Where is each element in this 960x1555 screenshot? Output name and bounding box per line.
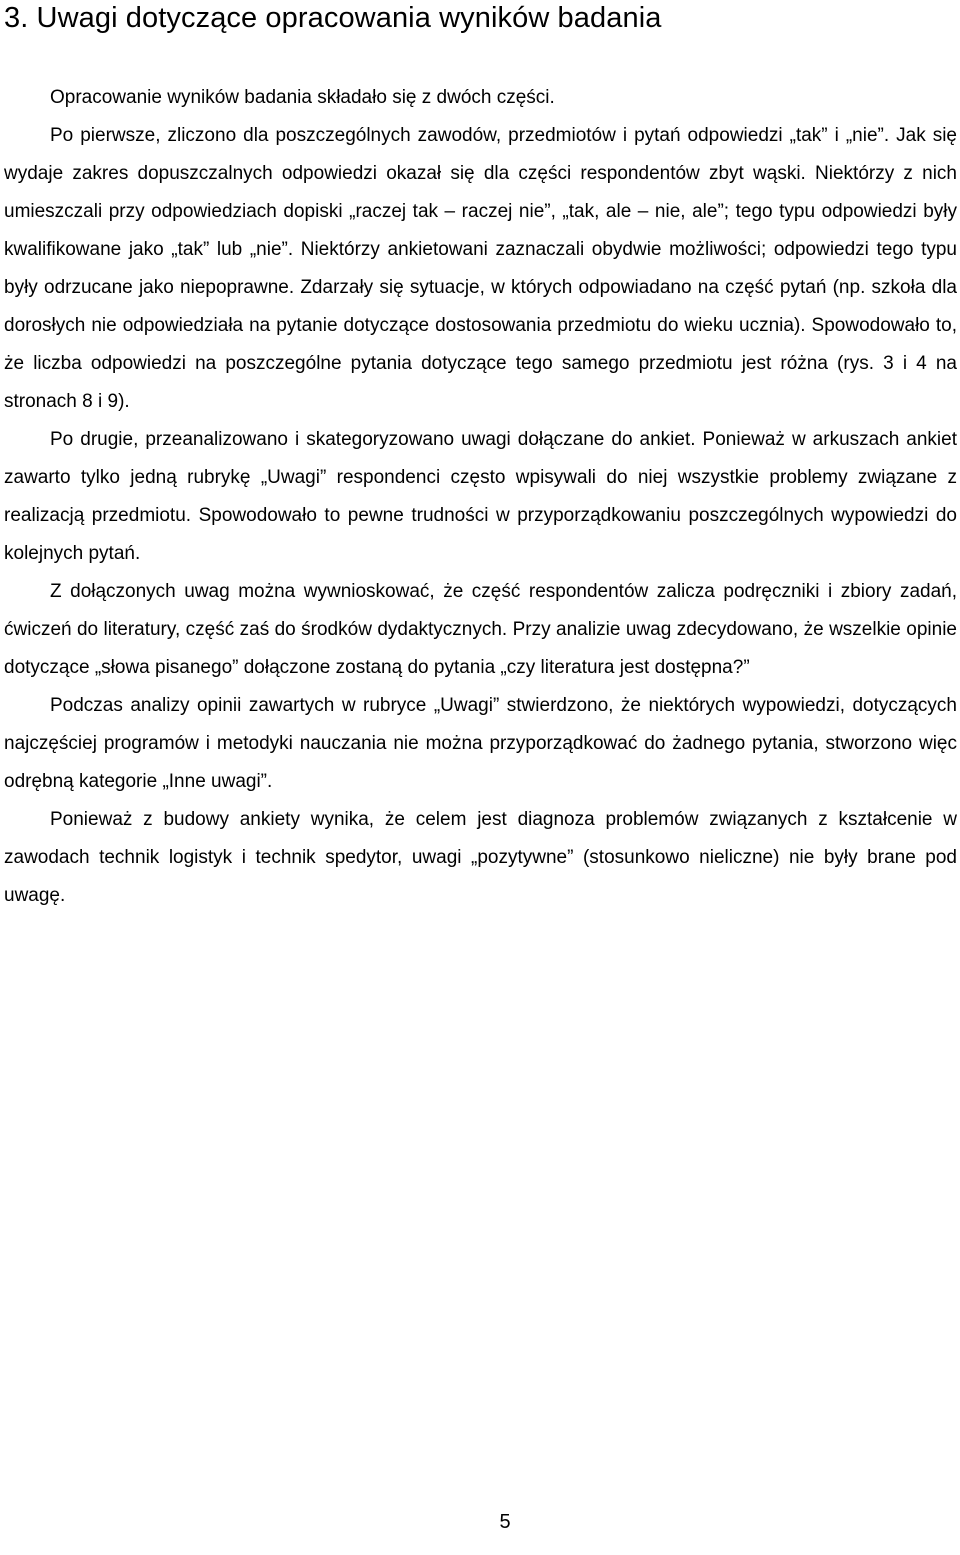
document-page [4,0,957,915]
paragraph-second-part: Po drugie, przeanalizowano i skategoryzowano uwagi dołączane do ankiet. Ponieważ w arkuszach ankiet zawarto tylko jedną rubrykę „Uwagi” respondenci często wpisywali do niej wszystkie problemy związane z realizacją przedmiotu. Spowodowało to pewne trudności w przyporządkowaniu poszczególnych wypowiedzi do kolejnych pytań. [4,429,957,564]
paragraph-other-remarks: Podczas analizy opinii zawartych w rubryce „Uwagi” stwierdzono, że niektórych wypowiedzi, dotyczących najczęściej programów i metodyki nauczania nie można przyporządkować do żadnego pytania, stworzono więc odrębną kategorie „Inne uwagi”. [4,695,957,792]
paragraph-attached-remarks: Z dołączonych uwag można wywnioskować, że część respondentów zalicza podręczniki i zbiory zadań, ćwiczeń do literatury, część zaś do środków dydaktycznych. Przy analizie uwag zdecydowano, że wszelkie opinie dotyczące „słowa pisanego” dołączone zostaną do pytania „czy literatura jest dostępna?” [4,581,957,678]
paragraph-positive-remarks: Ponieważ z budowy ankiety wynika, że celem jest diagnoza problemów związanych z kształcenie w zawodach technik logistyk i technik spedytor, uwagi „pozytywne” (stosunkowo nieliczne) nie były brane pod uwagę. [4,809,957,906]
document-body [4,79,957,915]
page-number: 5 [499,1511,511,1533]
paragraph-first-part: Po pierwsze, zliczono dla poszczególnych zawodów, przedmiotów i pytań odpowiedzi „tak” i „nie”. Jak się wydaje zakres dopuszczalnych odpowiedzi okazał się dla części respondentów zbyt wąski. Niektórzy z nich umieszczali przy odpowiedziach dopiski „raczej tak – raczej nie”, „tak, ale – nie, ale”; tego typu odpowiedzi były kwalifikowane jako „tak” lub „nie”. Niektórzy ankietowani zaznaczali obydwie możliwości; odpowiedzi tego typu były odrzucane jako niepoprawne. Zdarzały się sytuacje, w których odpowiadano na część pytań (np. szkoła dla dorosłych nie odpowiedziała na pytanie dotyczące dostosowania przedmiotu do wieku ucznia). Spowodowało to, że liczba odpowiedzi na poszczególne pytania dotyczące tego samego przedmiotu jest różna (rys. 3 i 4 na stronach 8 i 9). [4,125,957,412]
paragraph-intro: Opracowanie wyników badania składało się z dwóch części. [50,87,555,108]
section-heading: 3. Uwagi dotyczące opracowania wyników badania [4,2,662,34]
